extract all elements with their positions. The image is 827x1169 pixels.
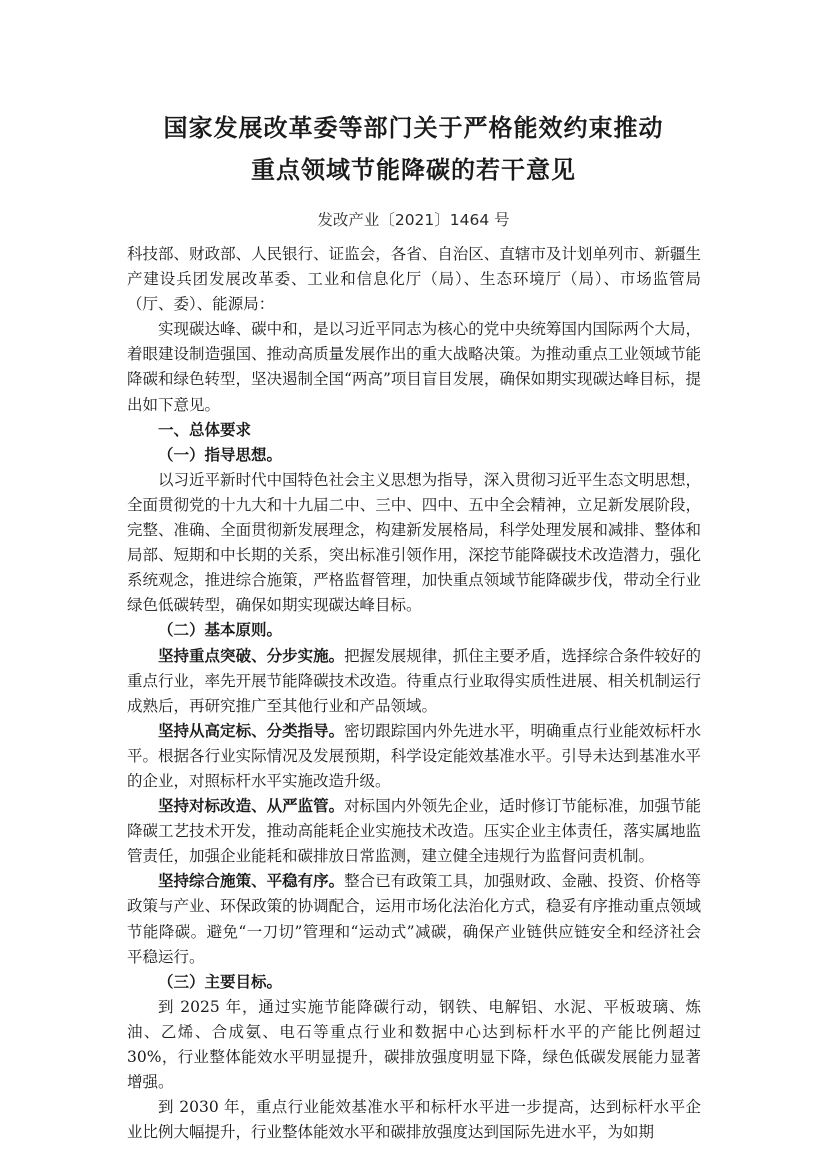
- goal-2025-paragraph: 到 2025 年，通过实施节能降碳行动，钢铁、电解铝、水泥、平板玻璃、炼油、乙烯、合成氨、电石等重点行业和数据中心达到标杆水平的产能比例超过 30%，行业整体能效水平明显提升，碳排放强度明显下降，绿色低碳发展能力显著增强。: [127, 997, 701, 1092]
- principle-lead: 坚持综合施策、平稳有序。: [158, 872, 345, 891]
- principle-text: 整合已有政策工具，加强财政、金融、投资、价格等政策与产业、环保政策的协调配合，运用市场化法治化方式，稳妥有序推动重点领域节能降碳。避免“一刀切”管理和“运动式”减碳，确保产业链供应链安全和经济社会平稳运行。: [127, 872, 701, 966]
- subheading-basic-principles: （二）基本原则。: [158, 621, 283, 640]
- principle-lead: 坚持重点突破、分步实施。: [158, 646, 345, 665]
- principle-text: 密切跟踪国内外先进水平，明确重点行业能效标杆水平。根据各行业实际情况及发展预期，科学设定能效基准水平。引导未达到基准水平的企业，对照标杆水平实施改造升级。: [127, 721, 701, 790]
- principle-paragraph: [127, 869, 701, 969]
- document-title-line2: 重点领域节能降碳的若干意见: [251, 156, 576, 184]
- subheading-main-goals: （三）主要目标。: [158, 972, 283, 991]
- goal-2030-paragraph: 到 2030 年，重点行业能效基准水平和标杆水平进一步提高，达到标杆水平企业比例大幅提升，行业整体能效水平和碳排放强度达到国际先进水平，为如期: [127, 1098, 701, 1142]
- document-title-line1: 国家发展改革委等部门关于严格能效约束推动: [163, 114, 664, 142]
- document-body: [127, 242, 701, 1145]
- addressees-paragraph: 科技部、财政部、人民银行、证监会，各省、自治区、直辖市及计划单列市、新疆生产建设兵团发展改革委、工业和信息化厅（局）、生态环境厅（局）、市场监管局（厅、委）、能源局：: [127, 245, 701, 314]
- principle-text: 对标国内外领先企业，适时修订节能标准，加强节能降碳工艺技术开发，推动高能耗企业实施技术改造。压实企业主体责任，落实属地监管责任，加强企业能耗和碳排放日常监测，建立健全违规行为监督问责机制。: [127, 797, 701, 866]
- section-heading-general-requirements: 一、总体要求: [158, 420, 252, 439]
- document-number: 发改产业〔2021〕1464 号: [317, 211, 510, 229]
- principle-paragraph: [127, 794, 701, 869]
- intro-paragraph: 实现碳达峰、碳中和，是以习近平同志为核心的党中央统筹国内国际两个大局，着眼建设制造强国、推动高质量发展作出的重大战略决策。为推动重点工业领域节能降碳和绿色转型，坚决遏制全国“两高”项目盲目发展，确保如期实现碳达峰目标，提出如下意见。: [127, 320, 701, 414]
- principle-lead: 坚持对标改造、从严监管。: [158, 797, 345, 816]
- guiding-ideology-paragraph: 以习近平新时代中国特色社会主义思想为指导，深入贯彻习近平生态文明思想，全面贯彻党的十九大和十九届二中、三中、四中、五中全会精神，立足新发展阶段，完整、准确、全面贯彻新发展理念，构建新发展格局，科学处理发展和减排、整体和局部、短期和中长期的关系，突出标准引领作用，深挖节能降碳技术改造潜力，强化系统观念，推进综合施策，严格监督管理，加快重点领域节能降碳步伐，带动全行业绿色低碳转型，确保如期实现碳达峰目标。: [127, 470, 701, 615]
- subheading-guiding-ideology: （一）指导思想。: [158, 445, 283, 464]
- principle-lead: 坚持从高定标、分类指导。: [158, 721, 345, 740]
- principle-paragraph: [127, 719, 701, 794]
- principle-text: 把握发展规律，抓住主要矛盾，选择综合条件较好的重点行业，率先开展节能降碳技术改造。待重点行业取得实质性进展、相关机制运行成熟后，再研究推广至其他行业和产品领域。: [127, 646, 701, 715]
- principle-paragraph: [127, 644, 701, 719]
